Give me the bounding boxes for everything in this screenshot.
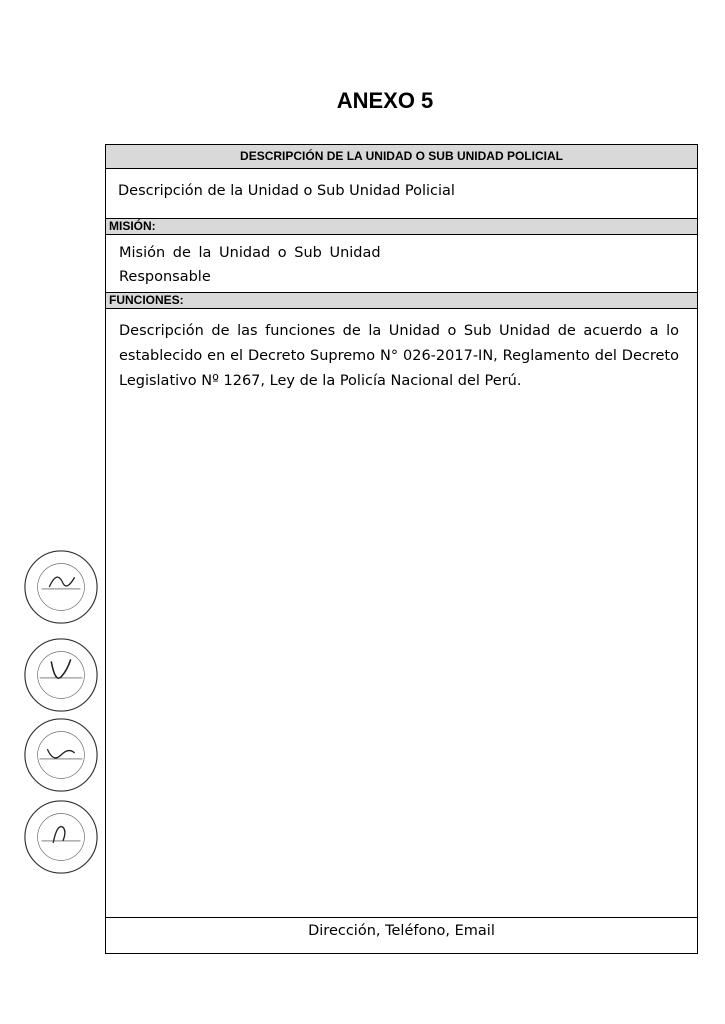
seal-stamp-1 xyxy=(22,548,100,626)
form-header: DESCRIPCIÓN DE LA UNIDAD O SUB UNIDAD POLICIAL xyxy=(106,145,697,169)
mision-line-2: Responsable xyxy=(119,269,211,285)
mision-line-1: Misión de la Unidad o Sub Unidad xyxy=(119,245,381,261)
page-title: ANEXO 5 xyxy=(336,88,434,113)
unit-description-text: Descripción de la Unidad o Sub Unidad Policial xyxy=(118,183,455,199)
mision-text xyxy=(106,235,697,292)
seal-stamp-4 xyxy=(22,798,100,876)
seal-stamp-3 xyxy=(22,716,100,794)
mision-label: MISIÓN: xyxy=(106,218,697,235)
funciones-label: FUNCIONES: xyxy=(106,292,697,309)
seal-stamp-2 xyxy=(22,636,100,714)
unit-description-form xyxy=(105,144,698,954)
funciones-text: Descripción de las funciones de la Unidad o Sub Unidad de acuerdo a lo establecido en el Decreto Supremo N° 026-2017-IN, Reglamento del Decreto Legislativo Nº 1267, Ley de la Policía Nacional del Perú. xyxy=(119,323,679,389)
contact-footer: Dirección, Teléfono, Email xyxy=(106,917,697,955)
